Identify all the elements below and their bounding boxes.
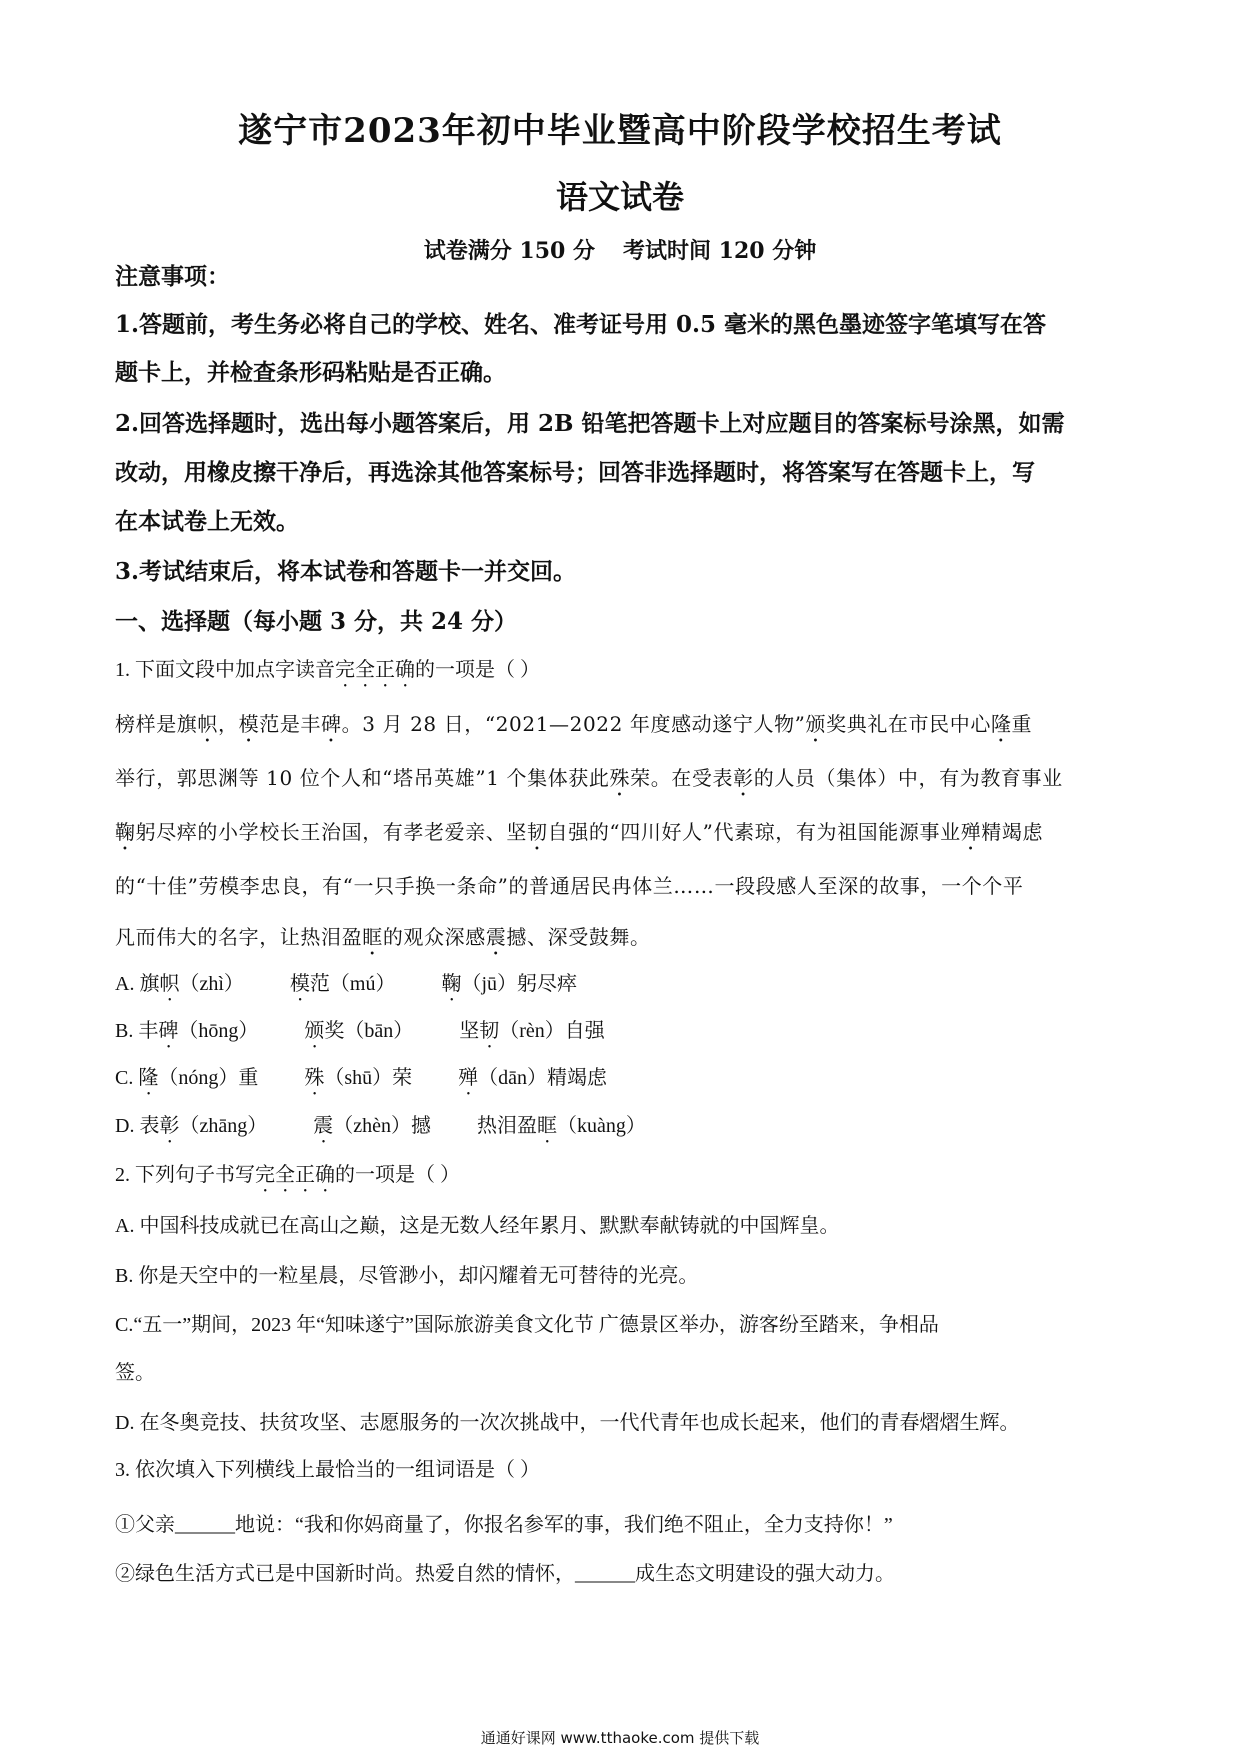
text-run: 撼、深受鼓舞。 [506,925,651,949]
emphasized-character: 韧 [479,1020,500,1042]
emphasized-character: 模 [238,712,260,736]
text-run: 热泪盈 [476,1115,537,1137]
text-run: 凡而伟大的名字，让热泪盈 [115,925,363,949]
text-run: （kuàng） [556,1115,646,1137]
question-1-stem [115,653,540,692]
q2-option-c-line-2: 签。 [115,1362,155,1384]
emphasized-character: 碑 [158,1020,179,1042]
question-2-stem [115,1158,460,1197]
question-1-stem-tail: 的一项是（ ） [415,659,540,681]
notes-heading: 注意事项： [115,263,230,290]
text-run: 自强的“四川好人”代素琼，有为祖国能源事业 [547,820,961,844]
text-run: ， [218,712,239,736]
q2-option-b: B. 你是天空中的一粒星晨，尽管渺小，却闪耀着无可替待的光亮。 [115,1265,699,1287]
q1-option-b [115,1014,605,1053]
q2-option-c-line-1: C.“五一”期间，2023 年“知味遂宁”国际旅游美食文化节 广德景区举办，游客纷至踏来，争相品 [115,1314,939,1336]
q2-option-d: D. 在冬奥竞技、扶贫攻坚、志愿服务的一次次挑战中，一代代青年也成长起来，他们的青春熠熠生辉。 [115,1412,1020,1434]
section-1-heading: 一、选择题（每小题 3 分，共 24 分） [115,608,518,635]
text-run: （zhèn）撼 [333,1115,431,1137]
q1-option-c [115,1061,607,1100]
note-1-line-2: 题卡上，并检查条形码粘贴是否正确。 [115,359,506,386]
emphasized-character: 震 [485,925,507,949]
emphasized-character: 韧 [527,820,548,844]
text-run: 坚 [459,1020,480,1042]
emphasized-character: 隆 [990,712,1012,736]
text-run: A. 旗 [115,973,160,995]
emphasized-character: 殊 [609,766,631,790]
q1-option-a [115,967,577,1006]
emphasized-character: 隆 [138,1067,159,1089]
note-2-line-2: 改动，用橡皮擦干净后，再选涂其他答案标号；回答非选择题时，将答案写在答题卡上，写 [115,459,1035,486]
text-run: C. [115,1067,139,1089]
question-2-stem-tail: 的一项是（ ） [335,1164,460,1186]
emphasized-character: 碑 [321,712,342,736]
text-run: （zhì） [179,973,244,995]
emphasized-character: 眶 [362,925,383,949]
text-run: 举行，郭思渊等 10 位个人和“塔吊英雄”1 个集体获此 [115,766,610,790]
q1-passage-line-1 [115,708,1032,747]
text-run: 的“十佳”劳模李忠良，有“一只手换一条命”的普通居民冉体兰……一段段感人至深的故事，一个个平 [115,874,1024,898]
q1-passage-line-2 [115,762,1063,801]
text-run: D. 表 [115,1115,160,1137]
q1-passage-line-4 [115,870,1024,899]
text-run: （hōng） [178,1020,259,1042]
text-run: 。3 月 28 日，“2021—2022 年度感动遂宁人物” [341,712,806,736]
question-2-stem-emphasis: 完全正确 [255,1164,335,1186]
text-run: 重 [1011,712,1033,736]
text-run: 榜样是旗 [115,712,198,736]
text-run: 躬尽瘁的小学校长王治国，有孝老爱亲、坚 [135,820,528,844]
text-run: 荣。在受表 [630,766,734,790]
note-1-line-1: 1.答题前，考生务必将自己的学校、姓名、准考证号用 0.5 毫米的黑色墨迹签字笔填写在答 [115,311,1047,338]
emphasized-character: 帜 [197,712,219,736]
q1-passage-line-5 [115,921,651,960]
text-run: （rèn）自强 [499,1020,605,1042]
text-run: （shū）荣 [324,1067,413,1089]
text-run: 精竭虑 [981,820,1044,844]
emphasized-character: 模 [289,973,310,995]
emphasized-character: 鞠 [441,973,462,995]
q1-passage-line-3 [115,816,1043,855]
q3-sentence-1: ①父亲______地说：“我和你妈商量了，你报名参军的事，我们绝不阻止，全力支持你！” [115,1514,893,1536]
emphasized-character: 眶 [536,1115,557,1137]
note-3: 3.考试结束后，将本试卷和答题卡一并交回。 [115,558,577,585]
emphasized-character: 颁 [304,1020,325,1042]
text-run: （jū）躬尽瘁 [461,973,578,995]
emphasized-character: 殊 [304,1067,325,1089]
text-run: B. 丰 [115,1020,159,1042]
emphasized-character: 彰 [733,766,754,790]
text-run: （nóng）重 [158,1067,259,1089]
question-1-stem-emphasis: 完全正确 [335,659,415,681]
emphasized-character: 颁 [805,712,827,736]
text-run: 范是丰 [259,712,322,736]
text-run: 范（mú） [309,973,396,995]
text-run: 奖典礼在市民中心 [826,712,991,736]
score-info: 试卷满分 150 分 [423,238,595,264]
note-2-line-1: 2.回答选择题时，选出每小题答案后，用 2B 铅笔把答题卡上对应题目的答案标号涂黑，如需 [115,410,1065,437]
question-2-stem-text: 2. 下列句子书写 [115,1164,255,1186]
emphasized-character: 震 [313,1115,334,1137]
emphasized-character: 殚 [960,820,982,844]
text-run: 奖（bān） [324,1020,414,1042]
emphasized-character: 鞠 [115,820,136,844]
q3-sentence-2: ②绿色生活方式已是中国新时尚。热爱自然的情怀，______成生态文明建设的强大动力。 [115,1563,895,1585]
q2-option-a: A. 中国科技成就已在高山之巅，这是无数人经年累月、默默奉献铸就的中国辉皇。 [115,1215,840,1237]
note-2-line-3: 在本试卷上无效。 [115,508,299,535]
emphasized-character: 彰 [159,1115,180,1137]
question-3-stem: 3. 依次填入下列横线上最恰当的一组词语是（ ） [115,1459,540,1481]
exam-subtitle: 语文试卷 [555,178,684,216]
emphasized-character: 殚 [458,1067,479,1089]
q1-option-d [115,1109,646,1148]
text-run: （dān）精竭虑 [478,1067,608,1089]
exam-title: 遂宁市2023年初中毕业暨高中阶段学校招生考试 [238,111,1002,151]
time-info: 考试时间 120 分钟 [623,238,817,264]
text-run: （zhāng） [179,1115,268,1137]
question-1-stem-text: 1. 下面文段中加点字读音 [115,659,335,681]
text-run: 的人员（集体）中，有为教育事业 [753,766,1063,790]
footer-source: 通通好课网 www.tthaoke.com 提供下载 [480,1729,760,1747]
text-run: 的观众深感 [382,925,486,949]
emphasized-character: 帜 [159,973,180,995]
